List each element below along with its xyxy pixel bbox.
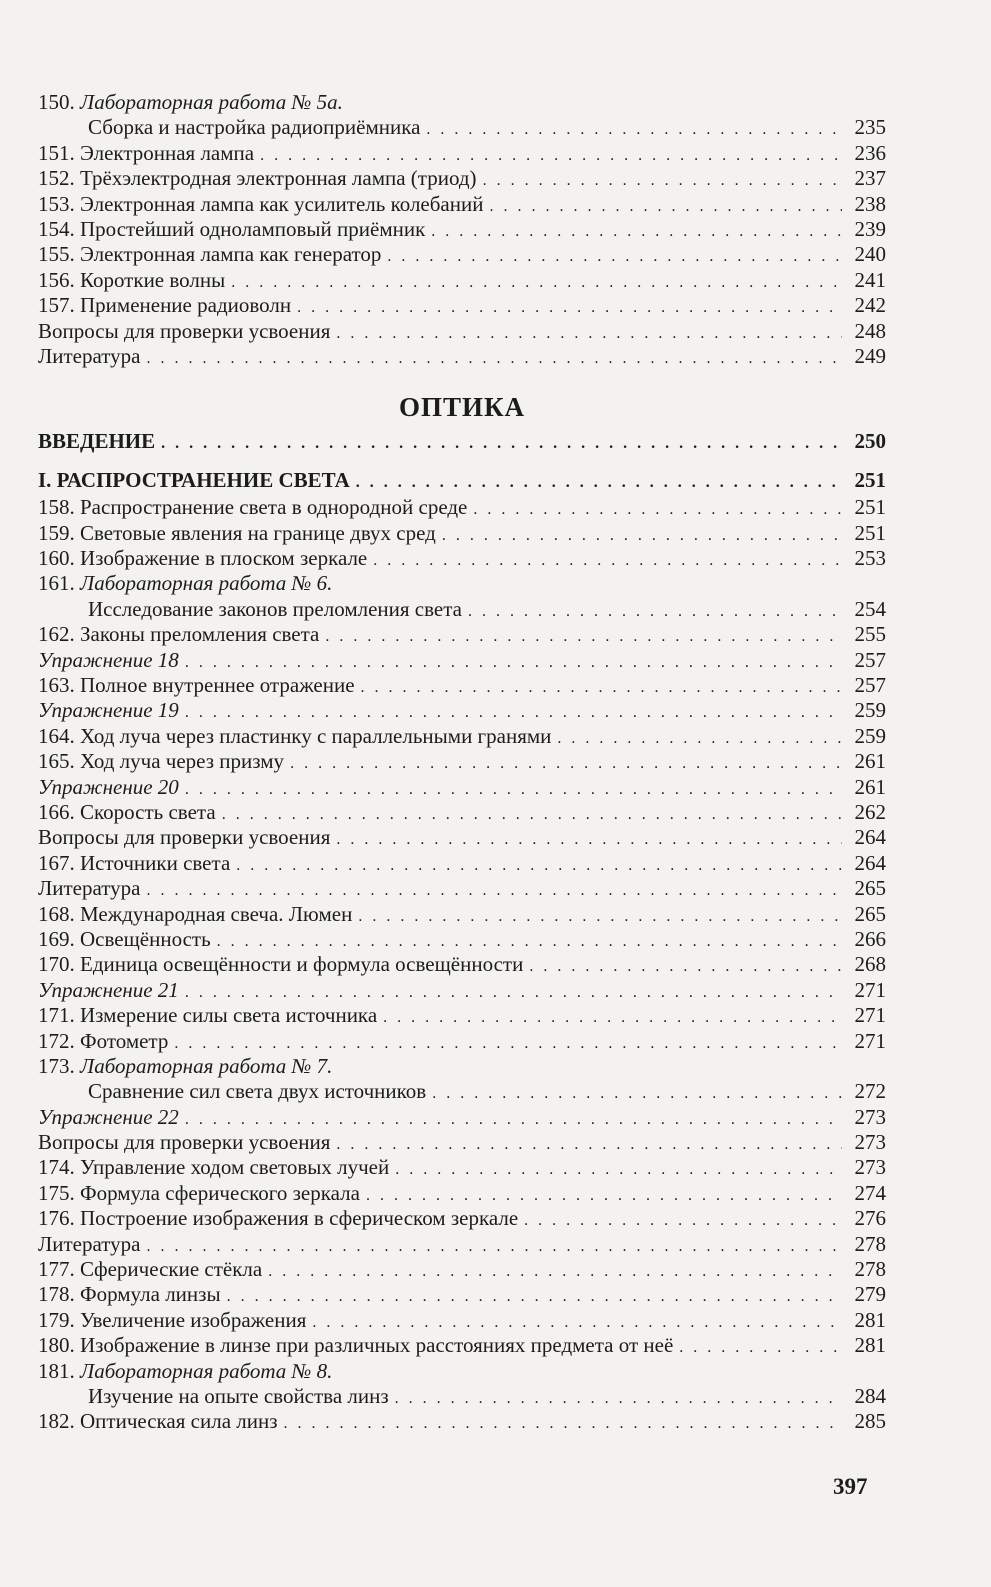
entry-number: 171. — [38, 1003, 80, 1028]
entry-number: 158. — [38, 495, 80, 520]
entry-page: 273 — [854, 1130, 886, 1155]
entry-page: 279 — [854, 1282, 886, 1307]
toc-entry — [38, 1282, 886, 1307]
entry-page: 236 — [854, 140, 886, 165]
dot-leader — [185, 650, 842, 675]
dot-leader — [524, 1208, 842, 1233]
dot-leader — [557, 726, 842, 751]
entry-title: Источники света — [80, 850, 231, 875]
chapter-title: I. РАСПРОСТРАНЕНИЕ СВЕТА — [38, 468, 350, 493]
toc-entry — [38, 749, 886, 774]
entry-number: 154. — [38, 216, 80, 241]
entry-title: Лабораторная работа № 8. — [80, 1358, 333, 1383]
dot-leader — [679, 1335, 842, 1360]
entry-number: 175. — [38, 1180, 80, 1205]
toc-entry — [38, 1054, 886, 1079]
entry-page: 259 — [854, 698, 886, 723]
toc-chapter — [38, 466, 886, 495]
entry-page: 259 — [854, 723, 886, 748]
entry-page: 281 — [854, 1333, 886, 1358]
toc-entry — [38, 902, 886, 927]
dot-leader — [290, 751, 842, 776]
toc-entry — [38, 698, 886, 723]
dot-leader — [473, 497, 842, 522]
toc-entry — [38, 1308, 886, 1333]
toc-entry — [38, 800, 886, 825]
entry-number: 150. — [38, 90, 80, 114]
dot-leader — [361, 675, 842, 700]
entry-page: 273 — [854, 1104, 886, 1129]
entry-number: 156. — [38, 267, 80, 292]
dot-leader — [174, 1031, 842, 1056]
entry-page: 285 — [854, 1409, 886, 1434]
dot-leader — [336, 827, 842, 852]
entry-number: 163. — [38, 673, 80, 698]
dot-leader — [489, 194, 842, 219]
entry-title: Исследование законов преломления света — [88, 596, 462, 621]
toc-entry — [38, 546, 886, 571]
toc-entry — [38, 495, 886, 520]
toc-entry — [38, 293, 886, 318]
section-heading: ОПТИКА — [398, 392, 526, 423]
toc-entry — [38, 1384, 886, 1409]
dot-leader — [442, 523, 842, 548]
dot-leader — [358, 904, 842, 929]
entry-number: 169. — [38, 926, 80, 951]
entry-number: 159. — [38, 520, 80, 545]
toc-entry — [38, 724, 886, 749]
entry-title: Скорость света — [80, 799, 216, 824]
toc-entry — [38, 192, 886, 217]
entry-page: 264 — [854, 825, 886, 850]
entry-page: 257 — [854, 647, 886, 672]
entry-title: Распространение света в однородной среде — [80, 495, 468, 520]
entry-page: 261 — [854, 774, 886, 799]
entry-title: Применение радиоволн — [80, 293, 292, 318]
entry-title: Изображение в плоском зеркале — [80, 546, 368, 571]
dot-leader — [284, 1411, 842, 1436]
entry-title: Упражнение 20 — [38, 774, 179, 799]
entry-title: Лабораторная работа № 6. — [80, 571, 333, 596]
entry-title: Оптическая сила линз — [80, 1409, 278, 1434]
entry-number: 179. — [38, 1307, 80, 1332]
entry-title: Международная свеча. Люмен — [80, 901, 353, 926]
dot-leader — [366, 1183, 842, 1208]
toc-entry — [38, 571, 886, 596]
entry-number: 182. — [38, 1409, 80, 1434]
entry-page: 264 — [854, 850, 886, 875]
dot-leader — [217, 929, 842, 954]
dot-leader — [395, 1386, 842, 1411]
entry-page: 271 — [854, 1028, 886, 1053]
toc-intro — [38, 427, 886, 456]
dot-leader — [297, 295, 842, 320]
entry-number: 155. — [38, 242, 80, 267]
entry-number: 165. — [38, 749, 80, 774]
dot-leader — [222, 802, 842, 827]
toc-entry — [38, 952, 886, 977]
dot-leader — [260, 143, 842, 168]
entry-title: Трёхэлектродная электронная лампа (триод) — [80, 166, 477, 191]
dot-leader — [483, 168, 842, 193]
dot-leader — [431, 219, 842, 244]
dot-leader — [146, 878, 842, 903]
dot-leader — [185, 700, 842, 725]
toc-entry — [38, 1079, 886, 1104]
toc-list-radio — [38, 90, 886, 369]
entry-page: 249 — [854, 343, 886, 368]
dot-leader — [529, 954, 842, 979]
entry-number: 162. — [38, 622, 80, 647]
toc-entry — [38, 1359, 886, 1384]
entry-page: 255 — [854, 622, 886, 647]
entry-number: 180. — [38, 1333, 80, 1358]
dot-leader — [432, 1081, 842, 1106]
toc-entry — [38, 1130, 886, 1155]
entry-title: Сборка и настройка радиоприёмника — [88, 115, 421, 140]
toc-entry — [38, 141, 886, 166]
toc-entry — [38, 978, 886, 1003]
entry-title: Фотометр — [80, 1028, 169, 1053]
entry-title: Построение изображения в сферическом зеркале — [80, 1206, 519, 1231]
chapter-page: 251 — [854, 468, 886, 493]
toc-entry — [38, 319, 886, 344]
toc-list-optics — [38, 495, 886, 1434]
toc-entry — [38, 90, 886, 115]
dot-leader — [426, 117, 842, 142]
toc-entry — [38, 775, 886, 800]
table-of-contents — [38, 90, 886, 1435]
toc-entry — [38, 673, 886, 698]
dot-leader — [185, 1107, 842, 1132]
entry-title: Простейший одноламповый приёмник — [80, 216, 426, 241]
entry-page: 251 — [854, 495, 886, 520]
entry-title: Формула сферического зеркала — [80, 1180, 360, 1205]
toc-entry — [38, 115, 886, 140]
intro-page: 250 — [854, 429, 886, 454]
entry-title: Изучение на опыте свойства линз — [88, 1383, 389, 1408]
entry-page: 271 — [854, 1003, 886, 1028]
dot-leader — [146, 346, 842, 371]
entry-number: 176. — [38, 1206, 80, 1231]
entry-page: 238 — [854, 191, 886, 216]
entry-title: Ход луча через пластинку с параллельными гранями — [80, 723, 552, 748]
toc-entry — [38, 1155, 886, 1180]
toc-entry — [38, 1257, 886, 1282]
entry-page: 278 — [854, 1231, 886, 1256]
entry-number: 181. — [38, 1358, 80, 1383]
entry-number: 166. — [38, 799, 80, 824]
entry-title: Сферические стёкла — [80, 1257, 263, 1282]
dot-leader — [227, 1284, 842, 1309]
entry-number: 164. — [38, 723, 80, 748]
entry-title: Электронная лампа как усилитель колебаний — [80, 191, 484, 216]
entry-page: 251 — [854, 520, 886, 545]
dot-leader — [395, 1157, 842, 1182]
entry-page: 242 — [854, 293, 886, 318]
dot-leader — [185, 980, 842, 1005]
toc-entry — [38, 927, 886, 952]
entry-title: Полное внутреннее отражение — [80, 673, 355, 698]
entry-page: 281 — [854, 1307, 886, 1332]
entry-page: 265 — [854, 901, 886, 926]
dot-leader — [312, 1310, 842, 1335]
toc-entry — [38, 1029, 886, 1054]
toc-entry — [38, 597, 886, 622]
entry-page: 273 — [854, 1155, 886, 1180]
toc-entry — [38, 1409, 886, 1434]
entry-number: 174. — [38, 1155, 80, 1180]
dot-leader — [373, 548, 842, 573]
entry-title: Упражнение 19 — [38, 698, 179, 723]
entry-page: 237 — [854, 166, 886, 191]
entry-page: 254 — [854, 596, 886, 621]
entry-title: Управление ходом световых лучей — [80, 1155, 390, 1180]
entry-number: 170. — [38, 952, 80, 977]
entry-title: Электронная лампа как генератор — [80, 242, 382, 267]
entry-page: 278 — [854, 1257, 886, 1282]
entry-title: Вопросы для проверки усвоения — [38, 318, 331, 343]
entry-title: Литература — [38, 1231, 141, 1256]
toc-entry — [38, 268, 886, 293]
entry-title: Короткие волны — [80, 267, 226, 292]
toc-entry — [38, 851, 886, 876]
entry-page: 257 — [854, 673, 886, 698]
toc-entry — [38, 876, 886, 901]
intro-title: ВВЕДЕНИЕ — [38, 429, 156, 454]
entry-page: 261 — [854, 749, 886, 774]
toc-entry — [38, 1003, 886, 1028]
entry-number: 153. — [38, 191, 80, 216]
toc-entry — [38, 521, 886, 546]
toc-entry — [38, 1105, 886, 1130]
dot-leader — [146, 1234, 842, 1259]
entry-number: 160. — [38, 546, 80, 571]
entry-title: Измерение силы света источника — [80, 1003, 378, 1028]
toc-entry — [38, 648, 886, 673]
dot-leader — [387, 244, 842, 269]
entry-number: 173. — [38, 1053, 80, 1078]
toc-entry — [38, 1181, 886, 1206]
dot-leader — [356, 468, 842, 497]
entry-page: 265 — [854, 876, 886, 901]
dot-leader — [185, 777, 842, 802]
dot-leader — [231, 270, 842, 295]
entry-title: Электронная лампа — [80, 140, 255, 165]
toc-entry — [38, 1333, 886, 1358]
entry-page: 248 — [854, 318, 886, 343]
toc-entry — [38, 242, 886, 267]
toc-entry — [38, 166, 886, 191]
entry-page: 266 — [854, 926, 886, 951]
toc-entry — [38, 1206, 886, 1231]
entry-page: 268 — [854, 952, 886, 977]
entry-page: 276 — [854, 1206, 886, 1231]
entry-number: 152. — [38, 166, 80, 191]
entry-title: Литература — [38, 343, 141, 368]
entry-page: 240 — [854, 242, 886, 267]
entry-number: 172. — [38, 1028, 80, 1053]
entry-number: 177. — [38, 1257, 80, 1282]
toc-entry — [38, 622, 886, 647]
entry-page: 239 — [854, 216, 886, 241]
dot-leader — [325, 624, 842, 649]
entry-title: Вопросы для проверки усвоения — [38, 825, 331, 850]
dot-leader — [336, 321, 842, 346]
entry-title: Освещённость — [80, 926, 211, 951]
dot-leader — [468, 599, 842, 624]
entry-page: 271 — [854, 977, 886, 1002]
toc-entry — [38, 217, 886, 242]
entry-title: Лабораторная работа № 7. — [80, 1053, 333, 1078]
dot-leader — [161, 429, 842, 458]
entry-title: Сравнение сил света двух источников — [88, 1079, 427, 1104]
entry-title: Упражнение 22 — [38, 1104, 179, 1129]
entry-title: Законы преломления света — [80, 622, 320, 647]
toc-entry — [38, 825, 886, 850]
entry-title: Изображение в линзе при различных расстояниях предмета от неё — [80, 1333, 674, 1358]
entry-page: 253 — [854, 546, 886, 571]
entry-number: 151. — [38, 140, 80, 165]
dot-leader — [383, 1005, 842, 1030]
entry-title: Единица освещённости и формула освещённости — [80, 952, 524, 977]
entry-title: Литература — [38, 876, 141, 901]
entry-number: 157. — [38, 293, 80, 318]
entry-page: 241 — [854, 267, 886, 292]
entry-title: Световые явления на границе двух сред — [80, 520, 436, 545]
entry-title: Лабораторная работа № 5а. — [80, 90, 343, 114]
dot-leader — [268, 1259, 842, 1284]
dot-leader — [336, 1132, 842, 1157]
entry-page: 262 — [854, 799, 886, 824]
entry-title: Формула линзы — [80, 1282, 221, 1307]
entry-page: 284 — [854, 1383, 886, 1408]
entry-title: Упражнение 21 — [38, 977, 179, 1002]
entry-title: Увеличение изображения — [80, 1307, 307, 1332]
toc-entry — [38, 1232, 886, 1257]
entry-title: Ход луча через призму — [80, 749, 285, 774]
entry-page: 235 — [854, 115, 886, 140]
dot-leader — [236, 853, 842, 878]
entry-number: 161. — [38, 571, 80, 596]
entry-page: 274 — [854, 1180, 886, 1205]
entry-page: 272 — [854, 1079, 886, 1104]
entry-title: Вопросы для проверки усвоения — [38, 1130, 331, 1155]
entry-number: 178. — [38, 1282, 80, 1307]
page-number: 397 — [833, 1474, 868, 1499]
entry-number: 167. — [38, 850, 80, 875]
toc-entry — [38, 344, 886, 369]
entry-number: 168. — [38, 901, 80, 926]
entry-title: Упражнение 18 — [38, 647, 179, 672]
